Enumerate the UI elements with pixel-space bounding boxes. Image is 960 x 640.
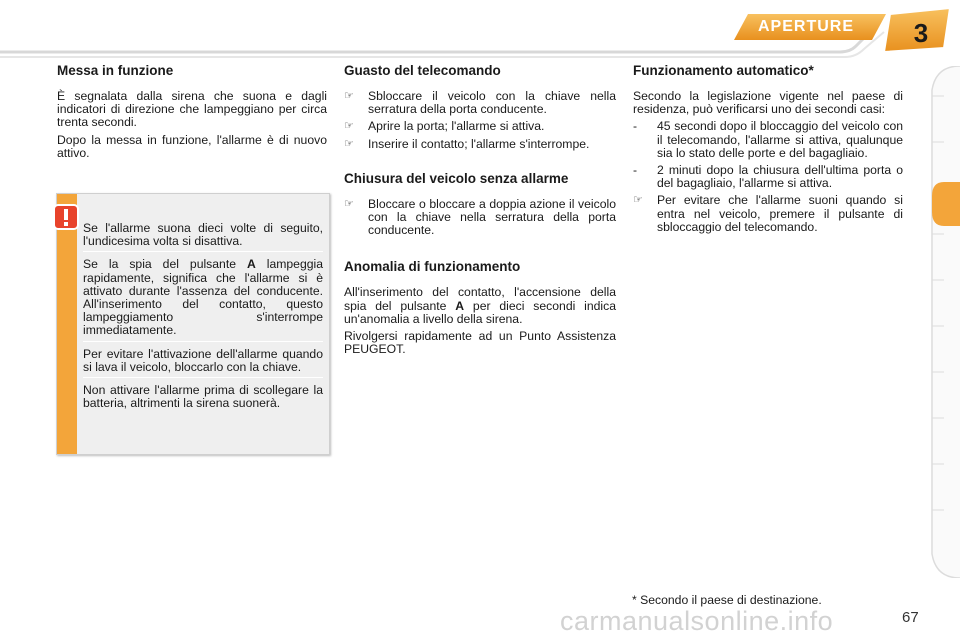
section-heading-anomalia: Anomalia di funzionamento [344, 259, 521, 275]
warning-paragraph [83, 258, 323, 341]
side-tab-strip [928, 66, 960, 578]
pointing-hand-icon: ☞ [344, 137, 354, 150]
warning-stripe [57, 194, 77, 454]
list-item [344, 90, 616, 116]
warning-paragraph: Se l'allarme suona dieci volte di seguito, l'undicesima volta si disattiva. [83, 222, 323, 252]
text-segment: per dieci secondi indica un'anomalia a livello della sirena. [344, 298, 617, 326]
paragraph [344, 286, 616, 326]
list-item-text: Per evitare che l'allarme suoni quando si entra nel veicolo, premere il pulsante di sbloccaggio del telecomando. [657, 193, 903, 234]
chapter-side-tabs [928, 66, 960, 578]
exclamation-warning-icon [53, 204, 79, 230]
list-item-text: Inserire il contatto; l'allarme s'interrompe. [368, 136, 590, 151]
dash-marker: - [633, 119, 638, 134]
page-number: 67 [902, 609, 919, 626]
list-item-text: Aprire la porta; l'allarme si attiva. [368, 119, 545, 134]
warning-paragraph: Non attivare l'allarme prima di scollegare la batteria, altrimenti la sirena suonerà. [83, 383, 323, 411]
section-heading-funzionamento-automatico: Funzionamento automatico* [633, 63, 814, 78]
column-guasto-telecomando [344, 63, 616, 360]
paragraph: Secondo la legislazione vigente nel paese di residenza, può verificarsi uno dei secondi casi: [633, 89, 903, 117]
column-funzionamento-automatico [633, 63, 903, 238]
pointing-hand-icon: ☞ [344, 90, 354, 102]
list-item [633, 164, 903, 190]
warning-paragraph: Per evitare l'attivazione dell'allarme quando si lava il veicolo, bloccarlo con la chiave. [83, 348, 323, 378]
text-segment: lampeggia rapidamente, significa che l'allarme si è attivato durante l'assenza del conducente. All'inserimento del contatto, questo lampeggiamento s'interrompe immediatamente. [83, 257, 323, 338]
text-segment: All'inserimento del contatto, l'accensione della spia del pulsante [344, 285, 616, 313]
list-item-text: 2 minuti dopo la chiusura dell'ultima porta o del bagagliaio, l'allarme si attiva. [657, 163, 903, 191]
button-label-a: A [246, 257, 256, 272]
column-messa-in-funzione [57, 63, 327, 164]
list-item [344, 138, 616, 151]
chapter-number-badge: 3 [913, 18, 929, 48]
paragraph: Rivolgersi rapidamente ad un Punto Assistenza PEUGEOT. [344, 329, 616, 357]
list-item [344, 198, 616, 238]
pointing-hand-icon: ☞ [633, 194, 643, 207]
list-item [633, 120, 903, 160]
section-heading-guasto-telecomando: Guasto del telecomando [344, 63, 501, 78]
footnote: * Secondo il paese di destinazione. [632, 593, 822, 607]
chapter-title: APERTURE [758, 18, 855, 35]
text-segment: Se la spia del pulsante [83, 257, 247, 272]
list-item [633, 194, 903, 234]
button-label-a: A [455, 298, 465, 313]
list-item-text: 45 secondi dopo il bloccaggio del veicolo con il telecomando, l'allarme si attiva, qualunque sia lo stato delle porte e del bagagliaio. [657, 119, 903, 160]
pointing-hand-icon: ☞ [344, 197, 354, 210]
watermark: carmanualsonline.info [560, 606, 834, 636]
section-heading-chiusura-senza-allarme: Chiusura del veicolo senza allarme [344, 170, 569, 186]
list-item [344, 120, 616, 133]
warning-text [83, 222, 323, 419]
list-item-text: Sbloccare il veicolo con la chiave nella serratura della porta conducente. [368, 89, 616, 117]
warning-box [56, 193, 330, 455]
list-item-text: Bloccare o bloccare a doppia azione il veicolo con la chiave nella serratura della porta conducente. [368, 196, 616, 238]
paragraph: Dopo la messa in funzione, l'allarme è di nuovo attivo. [57, 132, 327, 160]
paragraph: È segnalata dalla sirena che suona e dagli indicatori di direzione che lampeggiano per circa trenta secondi. [57, 89, 327, 130]
dash-marker: - [633, 163, 638, 178]
section-heading-messa-in-funzione: Messa in funzione [57, 63, 174, 78]
pointing-hand-icon: ☞ [344, 120, 354, 133]
